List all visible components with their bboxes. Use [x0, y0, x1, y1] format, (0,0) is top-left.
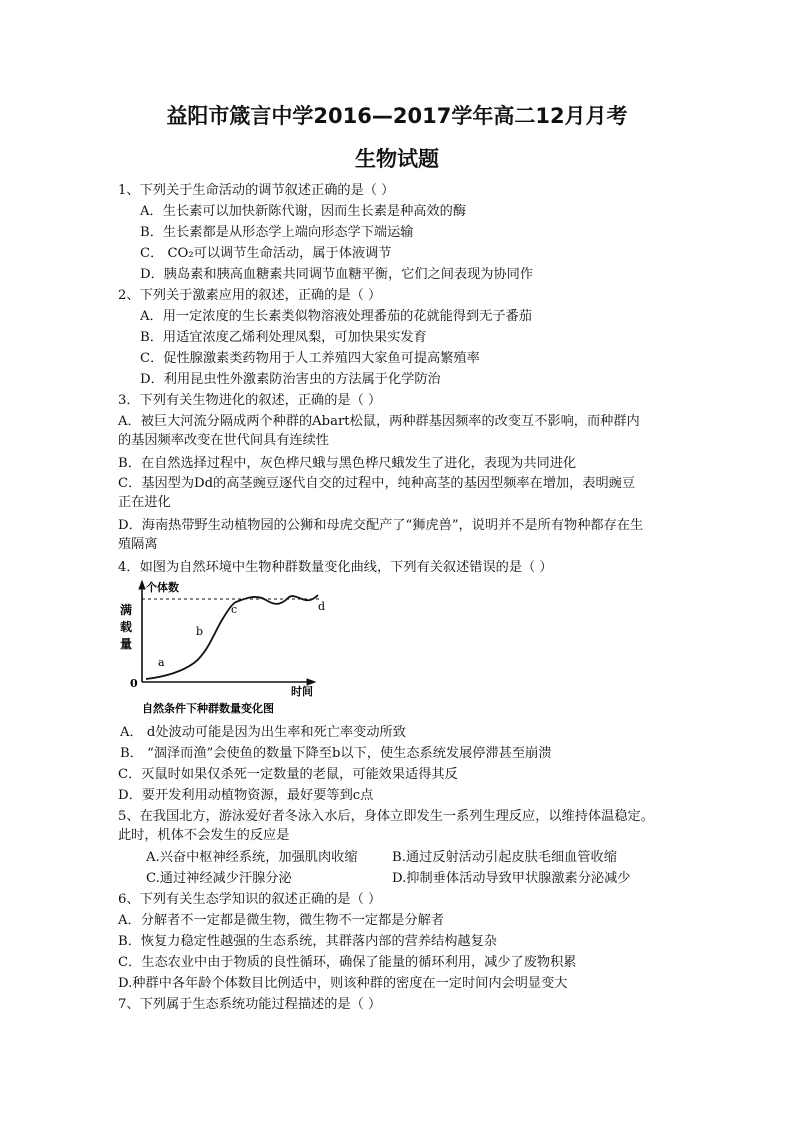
question-5-option-c: C.通过神经减少汗腺分泌 [146, 871, 292, 886]
question-7-stem: 7、下列属于生态系统功能过程描述的是（ ） [118, 997, 382, 1012]
question-2-option-c: C．促性腺激素类药物用于人工养殖四大家鱼可提高繁殖率 [140, 351, 480, 366]
side-label-char-3: 量 [120, 637, 133, 651]
question-4-stem: 4．如图为自然环境中生物种群数量变化曲线，下列有关叙述错误的是（ ） [118, 560, 553, 575]
population-chart [118, 578, 338, 718]
page-title: 益阳市箴言中学2016—2017学年高二12月月考 [166, 104, 628, 128]
question-4-option-d: D．要开发利用动植物资源，最好要等到c点 [118, 788, 374, 803]
question-1-stem: 1、下列关于生命活动的调节叙述正确的是（ ） [118, 183, 395, 198]
question-6-option-c: C．生态农业中由于物质的良性循环，确保了能量的循环利用，减少了废物积累 [118, 955, 577, 970]
question-3-option-a-line1: A．被巨大河流分隔成两个种群的Abart松鼠，两种群基因频率的改变互不影响，而种群内 [118, 414, 640, 429]
question-4-option-b: B． “涸泽而渔”会使鱼的数量下降至b以下，使生态系统发展停滞甚至崩溃 [120, 746, 552, 761]
question-1-option-d: D．胰岛素和胰高血糖素共同调节血糖平衡，它们之间表现为协同作 [140, 267, 534, 282]
question-4-option-a: A． d处波动可能是因为出生率和死亡率变动所致 [120, 725, 406, 740]
y-axis-label: 个体数 [146, 581, 179, 594]
question-1-option-b: B．生长素都是从形态学上端向形态学下端运输 [140, 225, 414, 240]
question-5-option-d: D.抑制垂体活动导致甲状腺激素分泌减少 [392, 871, 631, 886]
origin-label: 0 [130, 677, 138, 690]
x-axis-label: 时间 [291, 685, 313, 698]
page-subtitle: 生物试题 [355, 147, 439, 171]
y-axis-arrow [139, 581, 145, 589]
chart-title: 自然条件下种群数量变化图 [142, 702, 274, 715]
question-3-option-c-line1: C．基因型为Dd的高茎豌豆逐代自交的过程中，纯种高茎的基因型频率在增加，表明豌豆 [118, 476, 636, 491]
question-6-option-b: B．恢复力稳定性越强的生态系统，其群落内部的营养结构越复杂 [118, 934, 497, 949]
question-1-option-a: A．生长素可以加快新陈代谢，因而生长素是种高效的酶 [140, 204, 467, 219]
question-3-option-d-line2: 殖隔离 [118, 537, 158, 552]
point-label-a: a [158, 656, 165, 669]
question-6-option-d: D.种群中各年龄个体数目比例适中，则该种群的密度在一定时间内会明显变大 [118, 976, 568, 991]
question-6-option-a: A．分解者不一定都是微生物，微生物不一定都是分解者 [118, 913, 445, 928]
question-4-option-c: C．灭鼠时如果仅杀死一定数量的老鼠，可能效果适得其反 [118, 767, 458, 782]
question-3-option-b: B．在自然选择过程中，灰色桦尺蛾与黑色桦尺蛾发生了进化，表现为共同进化 [118, 456, 577, 471]
question-2-option-a: A．用一定浓度的生长素类似物溶液处理番茄的花就能得到无子番茄 [140, 309, 532, 324]
question-5-option-b: B.通过反射活动引起皮肤毛细血管收缩 [392, 850, 617, 865]
question-2-stem: 2、下列关于激素应用的叙述，正确的是（ ） [118, 288, 382, 303]
point-label-c: c [231, 603, 238, 616]
question-5-stem-line1: 5、在我国北方，游泳爱好者冬泳入水后，身体立即发生一系列生理反应，以维持体温稳定。 [118, 809, 654, 824]
question-1-option-c: C． CO₂可以调节生命活动，属于体液调节 [140, 246, 392, 261]
question-2-option-b: B．用适宜浓度乙烯利处理凤梨，可加快果实发育 [140, 330, 427, 345]
point-label-b: b [196, 625, 204, 638]
question-5-option-a: A.兴奋中枢神经系统，加强肌肉收缩 [146, 850, 358, 865]
question-3-option-d-line1: D．海南热带野生动植物园的公狮和母虎交配产了“狮虎兽”，说明并不是所有物种都存在生 [118, 518, 644, 533]
question-3-stem: 3．下列有关生物进化的叙述，正确的是（ ） [118, 393, 382, 408]
side-label-char-2: 载 [120, 620, 133, 634]
point-label-d: d [318, 600, 326, 613]
side-label-char-1: 满 [120, 603, 133, 617]
question-3-option-c-line2: 正在进化 [118, 495, 171, 510]
question-3-option-a-line2: 的基因频率改变在世代间具有连续性 [118, 433, 329, 448]
question-2-option-d: D．利用昆虫性外激素防治害虫的方法属于化学防治 [140, 372, 441, 387]
question-5-stem-line2: 此时，机体不会发生的反应是 [118, 828, 290, 843]
question-6-stem: 6、下列有关生态学知识的叙述正确的是（ ） [118, 892, 382, 907]
